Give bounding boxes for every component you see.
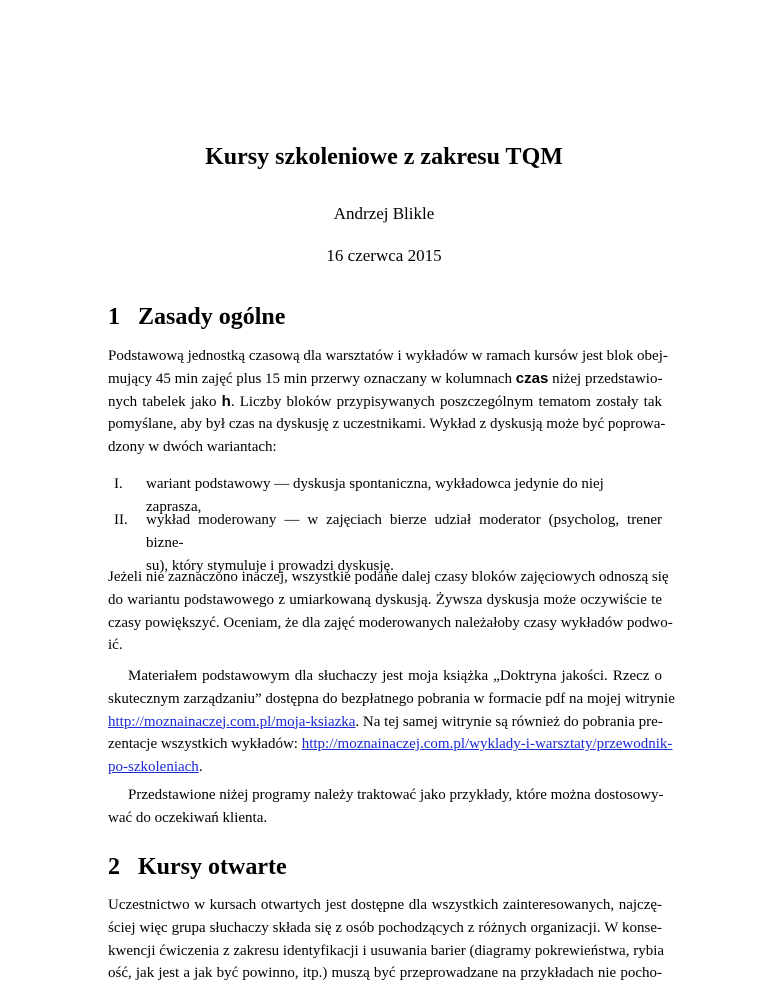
text-line: do wariantu podstawowego z umiarkowaną dyskusją. Żywsza dyskusja może oczywiście te xyxy=(108,591,662,608)
text-line: su), który stymuluje i prowadzi dyskusję. xyxy=(146,557,394,574)
text-line: dzony w dwóch wariantach: xyxy=(108,439,277,456)
column-name-czas: czas xyxy=(515,369,549,387)
text-run: . xyxy=(198,759,203,776)
list-marker xyxy=(108,509,148,532)
text-line: ić. xyxy=(108,637,123,654)
text-line: ość, jak jest a jak być powinno, itp.) muszą być przeprowadzane na przykładach nie pocho- xyxy=(108,965,662,982)
document-date: 16 czerwca 2015 xyxy=(326,246,442,265)
text-line: wykład moderowany ― w zajęciach bierze udział moderator (psycholog, trener bizne- xyxy=(146,512,662,551)
section-2-paragraph-1 xyxy=(108,894,665,985)
list-marker-text: II. xyxy=(114,512,128,528)
text-run: Przedstawione niżej programy należy traktować jako przykłady, które można dostosowy- xyxy=(128,787,664,803)
link-przewodnik-po-szkoleniach-cont[interactable]: po-szkoleniach xyxy=(108,759,199,776)
text-line: wać do oczekiwań klienta. xyxy=(108,809,268,826)
link-moja-ksiazka[interactable]: http://moznainaczej.com.pl/moja-ksiazka xyxy=(108,713,356,730)
text-run: zentacje wszystkich wykładów: xyxy=(108,736,302,753)
unit-symbol-h: h xyxy=(221,392,231,410)
list-item-text: wariant podstawowy ― dyskusja spontaniczna, wykładowca jedynie do niej zaprasza, xyxy=(146,476,604,515)
text-run: . Liczby bloków przypisywanych poszczególnym tematom zostały tak xyxy=(230,393,662,410)
text-line: skutecznym zarządzaniu” dostępna do bezpłatnego pobrania w formacie pdf na mojej witrynie xyxy=(108,690,675,707)
text-line xyxy=(108,733,673,756)
list-marker-text: I. xyxy=(114,476,123,492)
document-author: Andrzej Blikle xyxy=(333,204,435,223)
section-2-title: Kursy otwarte xyxy=(138,854,287,880)
section-1-paragraph-3 xyxy=(108,665,675,779)
text-run: . Na tej samej witrynie są również do pobrania pre- xyxy=(355,713,663,730)
text-line: czasy powiększyć. Oceniam, że dla zajęć moderowanych należałoby czasy wykładów podwo- xyxy=(108,614,673,631)
section-1-paragraph-1 xyxy=(108,345,668,459)
section-2-heading xyxy=(108,852,668,882)
list-marker xyxy=(108,473,148,496)
section-1-number: 1 xyxy=(108,304,120,330)
text-line: pomyślane, aby był czas na dyskusję z uczestnikami. Wykład z dyskusją może być poprowa- xyxy=(108,416,666,433)
text-line xyxy=(108,391,662,414)
text-line xyxy=(108,756,662,779)
text-line xyxy=(108,711,662,734)
text-line: Podstawową jednostką czasową dla warsztatów i wykładów w ramach kursów jest blok obej- xyxy=(108,348,668,364)
text-run: nych tabelek jako xyxy=(108,393,222,410)
text-line xyxy=(108,665,662,688)
document-title: Kursy szkoleniowe z zakresu TQM xyxy=(205,144,563,170)
section-2-number: 2 xyxy=(108,854,120,880)
section-1-heading xyxy=(108,302,668,332)
text-run: Materiałem podstawowym dla słuchaczy jest moja książka „Doktryna jakości. Rzecz o xyxy=(128,668,662,684)
text-line: ściej więc grupa słuchaczy składa się z osób pochodzących z różnych organizacji. W konse- xyxy=(108,919,662,936)
text-line xyxy=(108,784,662,807)
text-line: Uczestnictwo w kursach otwartych jest dostępne dla wszystkich zainteresowanych, najczę- xyxy=(108,897,662,913)
text-line xyxy=(108,368,662,391)
section-1-title: Zasady ogólne xyxy=(138,304,286,330)
section-1-paragraph-4 xyxy=(108,784,662,830)
link-przewodnik-po-szkoleniach[interactable]: http://moznainaczej.com.pl/wyklady-i-warsztaty/przewodnik- xyxy=(301,736,673,753)
section-1-paragraph-2 xyxy=(108,566,673,657)
text-run: niżej przedstawio- xyxy=(548,370,663,387)
text-line: Jeżeli nie zaznaczono inaczej, wszystkie podane dalej czasy bloków zajęciowych odnoszą się xyxy=(108,569,669,585)
text-line: kwencji ćwiczenia z zakresu identyfikacji i usuwania barier (diagramy pokrewieństwa, rybia xyxy=(108,942,665,959)
text-run: mujący 45 min zajęć plus 15 min przerwy oznaczany w kolumnach xyxy=(108,370,516,387)
